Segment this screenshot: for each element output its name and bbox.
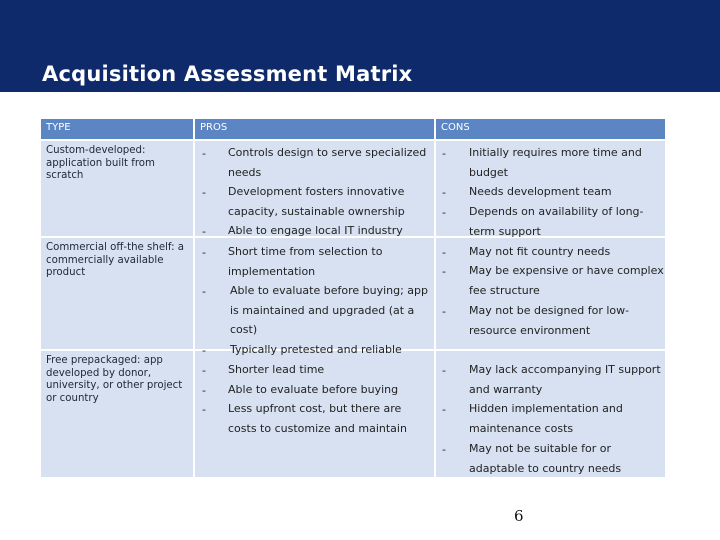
bullet-dash: -: [202, 384, 206, 397]
con-item: Depends on availability of long-term support: [469, 205, 644, 238]
pro-item: Able to evaluate before buying: [228, 383, 399, 396]
bullet-dash: -: [202, 364, 206, 377]
bullet-dash: -: [202, 285, 206, 298]
bullet-dash: -: [202, 225, 206, 238]
slide-title: Acquisition Assessment Matrix: [42, 62, 413, 86]
type-label: Custom-developed: application built from scratch: [46, 145, 155, 181]
bullet-dash: -: [442, 265, 446, 278]
bullet-dash: -: [442, 186, 446, 199]
type-label: Commercial off-the shelf: a commercially available product: [46, 242, 185, 278]
bullet-dash: -: [442, 305, 446, 318]
con-item: May not be designed for low-resource environment: [469, 304, 630, 337]
pro-item: Short time from selection to implementation: [228, 245, 383, 278]
con-item: Initially requires more time and budget: [469, 146, 642, 179]
pro-item: Typically pretested and reliable: [230, 343, 402, 356]
type-cell: [41, 351, 193, 477]
pro-item: Able to evaluate before buying; app is maintained and upgraded (at a cost): [230, 284, 429, 337]
header-cons: CONS: [436, 119, 665, 139]
page-number: 6: [514, 507, 524, 525]
bullet-dash: -: [442, 364, 446, 377]
pro-item: Less upfront cost, but there are costs to customize and maintain: [228, 402, 407, 435]
pro-item: Able to engage local IT industry: [228, 224, 403, 237]
con-item: May not fit country needs: [469, 245, 611, 258]
header-type: TYPE: [41, 119, 193, 139]
bullet-dash: -: [442, 206, 446, 219]
type-label: Free prepackaged: app developed by donor, university, or other project or country: [46, 355, 183, 404]
con-item: May not be suitable for or adaptable to country needs: [469, 442, 622, 475]
bullet-dash: -: [442, 246, 446, 259]
type-cell: [41, 238, 193, 349]
header-pros: PROS: [195, 119, 434, 139]
bullet-dash: -: [442, 147, 446, 160]
bullet-dash: -: [442, 443, 446, 456]
bullet-dash: -: [202, 147, 206, 160]
bullet-dash: -: [202, 344, 206, 357]
type-cell: [41, 141, 193, 236]
con-item: Hidden implementation and maintenance costs: [469, 402, 623, 435]
bullet-dash: -: [442, 403, 446, 416]
con-item: May be expensive or have complex fee structure: [469, 264, 664, 297]
pro-item: Shorter lead time: [228, 363, 325, 376]
con-item: May lack accompanying IT support and warranty: [469, 363, 661, 396]
pro-item: Development fosters innovative capacity, sustainable ownership: [228, 185, 405, 218]
pro-item: Controls design to serve specialized needs: [228, 146, 427, 179]
bullet-dash: -: [202, 246, 206, 259]
bullet-dash: -: [202, 403, 206, 416]
bullet-dash: -: [202, 186, 206, 199]
con-item: Needs development team: [469, 185, 612, 198]
table-header-row: [41, 119, 665, 139]
